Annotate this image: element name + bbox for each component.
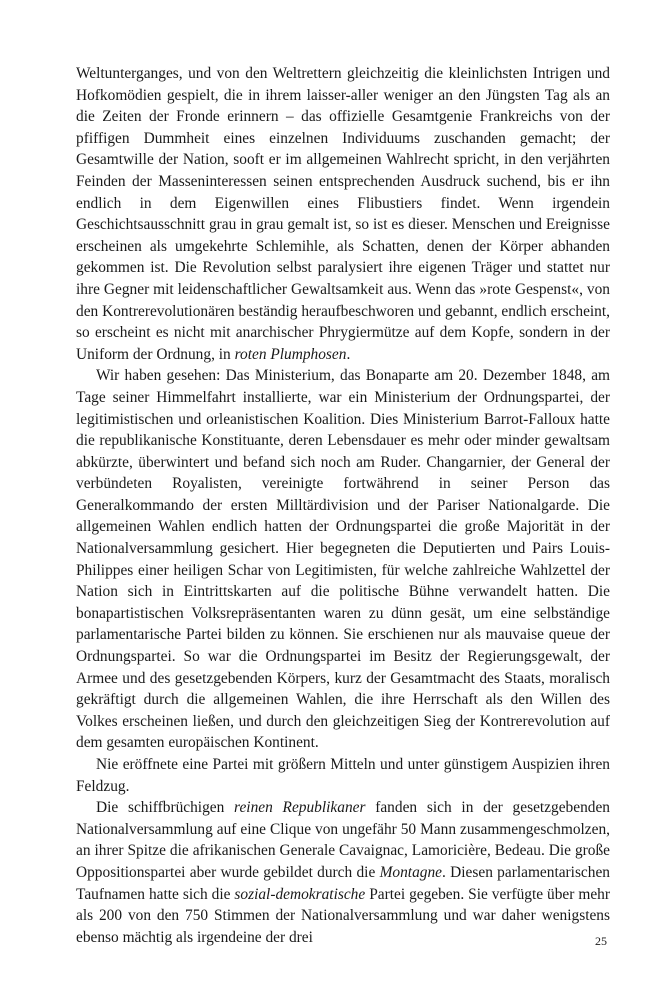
paragraph-3-text: Nie eröffnete eine Partei mit größern Mitteln und unter günstigem Auspizien ihren Feldzug. xyxy=(76,756,610,795)
paragraph-4-text-d: Partei gegeben. Sie verfügte über mehr als 200 von den 750 Stimmen der Nationalversammlung und war daher wenigstens ebenso mächtig als irgendeine der drei xyxy=(76,885,610,946)
paragraph-4-emphasis-a: reinen Republikaner xyxy=(234,799,366,817)
paragraph-3 xyxy=(76,754,610,797)
paragraph-4-emphasis-b: Montagne xyxy=(379,863,442,881)
paragraph-2-text: Wir haben gesehen: Das Ministerium, das Bonaparte am 20. Dezember 1848, am Tage seiner Himmelfahrt installierte, war ein Ministerium der Ordnungspartei, der legitimistischen und orleanistischen Koalition. Dies Ministerium Barrot-Falloux hatte die republikanische Konstituante, deren Lebensdauer es mehr oder minder gewaltsam abkürzte, überwintert und befand sich noch am Ruder. Changarnier, der General der verbündeten Royalisten, vereinigte fortwährend in seiner Person das Generalkommando der ersten Milltärdivision und der Pariser Nationalgarde. Die allgemeinen Wahlen endlich hatten der Ordnungspartei die große Majorität in der Nationalversammlung gesichert. Hier begegneten die Deputierten und Pairs Louis-Philippes einer heiligen Schar von Legitimisten, für welche zahlreiche Wahlzettel der Nation sich in Eintrittskarten auf die politische Bühne verwandelt hatten. Die bonapartistischen Volksrepräsentanten waren zu dünn gesät, um eine selbständige parlamentarische Partei bilden zu können. Sie erschienen nur als mauvaise queue der Ordnungspartei. So war die Ordnungspartei im Besitz der Regierungsgewalt, der Armee und des gesetzgebenden Körpers, kurz der Gesamtmacht des Staats, moralisch gekräftigt durch die allgemeinen Wahlen, die ihre Herrschaft als den Willen des Volkes erscheinen ließen, und durch den gleichzeitigen Sieg der Kontrerevolution auf dem gesamten europäischen Kontinent. xyxy=(76,367,610,752)
paragraph-1-end: . xyxy=(346,345,351,363)
page-number: 25 xyxy=(595,934,607,948)
paragraph-1-text: Weltunterganges, und von den Weltrettern gleichzeitig die kleinlichsten Intrigen und Hofkomödien gespielt, die in ihrem laisser-aller weniger an den Jüngsten Tag als an die Zeiten der Fronde erinnern – das offizielle Gesamtgenie Frankreichs von der pfiffigen Dummheit eines einzelnen Individuums zuschanden gemacht; der Gesamtwille der Nation, sooft er im allgemeinen Wahlrecht spricht, in den verjährten Feinden der Masseninteressen seinen entsprechenden Ausdruck suchend, bis er ihn endlich in dem Eigenwillen eines Flibustiers findet. Wenn irgendein Geschichtsausschnitt grau in grau gemalt ist, so ist es dieser. Menschen und Ereignisse erscheinen als umgekehrte Schlemihle, als Schatten, denen der Körper abhanden gekommen ist. Die Revolution selbst paralysiert ihre eigenen Träger und stattet nur ihre Gegner mit leidenschaftlicher Gewaltsamkeit aus. Wenn das »rote Gespenst«, von den Kontrerevolutionären beständig heraufbeschworen und gebannt, endlich erscheint, so erscheint es nicht mit anarchischer Phrygiermütze auf dem Kopfe, sondern in der Uniform der Ordnung, in xyxy=(76,65,610,363)
paragraph-4-emphasis-c: sozial-demokratische xyxy=(234,885,366,903)
paragraph-2 xyxy=(76,365,610,754)
paragraph-4-text-b: fanden sich in der gesetzgebenden Nationalversammlung auf eine Clique von ungefähr 50 Mann zusammengeschmolzen, an ihrer Spitze die afrikanischen Generale Cavaignac, Lamoricière, Bedeau. Die große Oppositionspartei aber wurde gebildet durch die xyxy=(76,799,610,881)
paragraph-1 xyxy=(76,63,610,365)
paragraph-4-text-c: . Diesen parlamentarischen Taufnamen hatte sich die xyxy=(76,863,610,903)
paragraph-1-emphasis: roten Plumphosen xyxy=(234,345,347,363)
paragraph-4-text-a: Die schiffbrüchigen xyxy=(96,799,235,817)
page-body xyxy=(76,63,610,948)
paragraph-4 xyxy=(76,797,610,948)
